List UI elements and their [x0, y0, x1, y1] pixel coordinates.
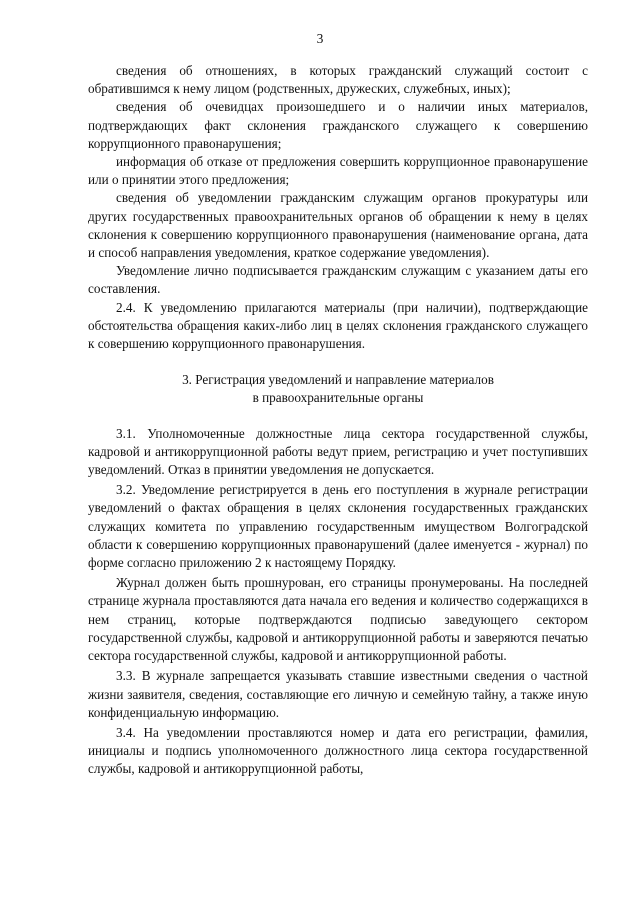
paragraph-3-2: 3.2. Уведомление регистрируется в день его поступления в журнале регистрации уведомлений о фактах обращения в целях склонения государственных гражданских служащих комитета по управлению государственным имуществом Волгоградской области к совершению коррупционных правонарушений (далее именуется - журнал) по форме согласно приложению 2 к настоящему Порядку.	[88, 482, 588, 571]
paragraph-witnesses: сведения об очевидцах произошедшего и о наличии иных материалов, подтверждающих факт склонения гражданского служащего к совершению коррупционного правонарушения;	[88, 99, 588, 151]
section-heading	[88, 371, 588, 407]
paragraph-relations: сведения об отношениях, в которых гражданский служащий состоит с обратившимся к нему лицом (родственных, дружеских, служебных, иных);	[88, 63, 588, 97]
paragraph-3-3: 3.3. В журнале запрещается указывать ставшие известными сведения о частной жизни заявителя, сведения, составляющие его личную и семейную тайну, а также иную конфиденциальную информацию.	[88, 668, 588, 720]
page-number: 3	[316, 31, 324, 46]
paragraph-journal: Журнал должен быть прошнурован, его страницы пронумерованы. На последней странице журнала проставляются дата начала его ведения и количество содержащихся в нем страниц, которые подтверждаются подписью заведующего сектором государственной службы, кадровой и антикоррупционной работы и заверяются печатью сектора государственной службы, кадровой и антикоррупционной работы.	[88, 575, 588, 664]
section-heading-line-2: в правоохранительные органы	[252, 390, 424, 406]
paragraph-signature: Уведомление лично подписывается гражданским служащим с указанием даты его составления.	[88, 263, 588, 297]
paragraph-2-4: 2.4. К уведомлению прилагаются материалы (при наличии), подтверждающие обстоятельства обращения каких-либо лиц в целях склонения гражданского служащего к совершению коррупционного правонарушения.	[88, 299, 588, 352]
section-heading-line-1: 3. Регистрация уведомлений и направление материалов	[182, 372, 494, 388]
document-body	[88, 62, 588, 779]
paragraph-3-1: 3.1. Уполномоченные должностные лица сектора государственной службы, кадровой и антикоррупционной работы ведут прием, регистрацию и учет поступивших уведомлений. Отказ в принятии уведомления не допускается.	[88, 425, 588, 478]
paragraph-prosecutor-notice: сведения об уведомлении гражданским служащим органов прокуратуры или других государственных правоохранительных органов об обращении к нему в целях склонения к совершению коррупционного правонарушения (наименование органа, дата и способ направления уведомления, краткое содержание уведомления).	[88, 190, 588, 261]
paragraph-refusal-info: информация об отказе от предложения совершить коррупционное правонарушение или о принятии этого предложения;	[88, 154, 588, 188]
paragraph-3-4: 3.4. На уведомлении проставляются номер и дата его регистрации, фамилия, инициалы и подпись уполномоченного должностного лица сектора государственной службы, кадровой и антикоррупционной работы,	[88, 724, 588, 777]
